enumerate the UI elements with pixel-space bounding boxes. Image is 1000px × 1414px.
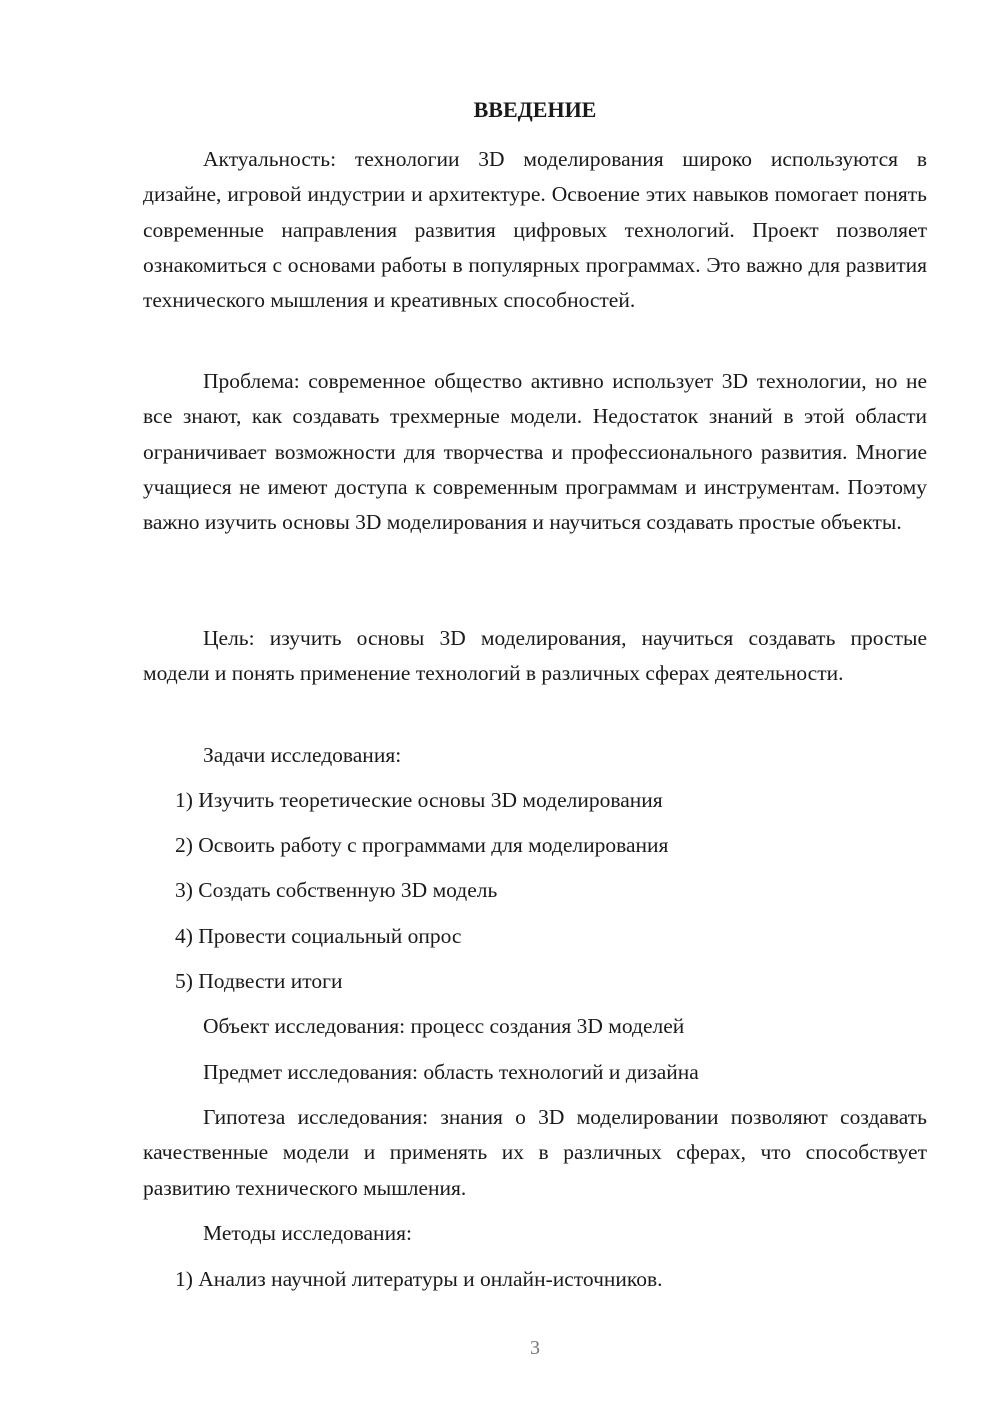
goal-paragraph: Цель: изучить основы 3D моделирования, научиться создавать простые модели и понять применение технологий в различных сферах деятельности.	[143, 626, 927, 686]
task-item: 5) Подвести итоги	[175, 969, 343, 993]
method-item: 1) Анализ научной литературы и онлайн-источников.	[175, 1267, 663, 1291]
research-object: Объект исследования: процесс создания 3D моделей	[203, 1014, 685, 1038]
research-subject: Предмет исследования: область технологий и дизайна	[203, 1060, 699, 1084]
task-item: 4) Провести социальный опрос	[175, 924, 462, 948]
methods-heading: Методы исследования:	[203, 1221, 412, 1245]
task-item: 1) Изучить теоретические основы 3D моделирования	[175, 788, 663, 812]
problem-paragraph: Проблема: современное общество активно использует 3D технологии, но не все знают, как создавать трехмерные модели. Недостаток знаний в этой области ограничивает возможности для творчества и профессионального развития. Многие учащиеся не имеют доступа к современным программам и инструментам. Поэтому важно изучить основы 3D моделирования и научиться создавать простые объекты.	[143, 369, 927, 535]
task-item: 2) Освоить работу с программами для моделирования	[175, 833, 669, 857]
tasks-heading: Задачи исследования:	[203, 743, 402, 767]
page-title: ВВЕДЕНИЕ	[473, 97, 597, 122]
task-item: 3) Создать собственную 3D модель	[175, 878, 498, 902]
page-number: 3	[530, 1337, 540, 1359]
relevance-paragraph: Актуальность: технологии 3D моделирования широко используются в дизайне, игровой индустрии и архитектуре. Освоение этих навыков помогает понять современные направления развития цифровых технологий. Проект позволяет ознакомиться с основами работы в популярных программах. Это важно для развития технического мышления и креативных способностей.	[143, 147, 927, 313]
hypothesis-paragraph: Гипотеза исследования: знания о 3D моделировании позволяют создавать качественные модели и применять их в различных сферах, что способствует развитию технического мышления.	[143, 1105, 927, 1200]
